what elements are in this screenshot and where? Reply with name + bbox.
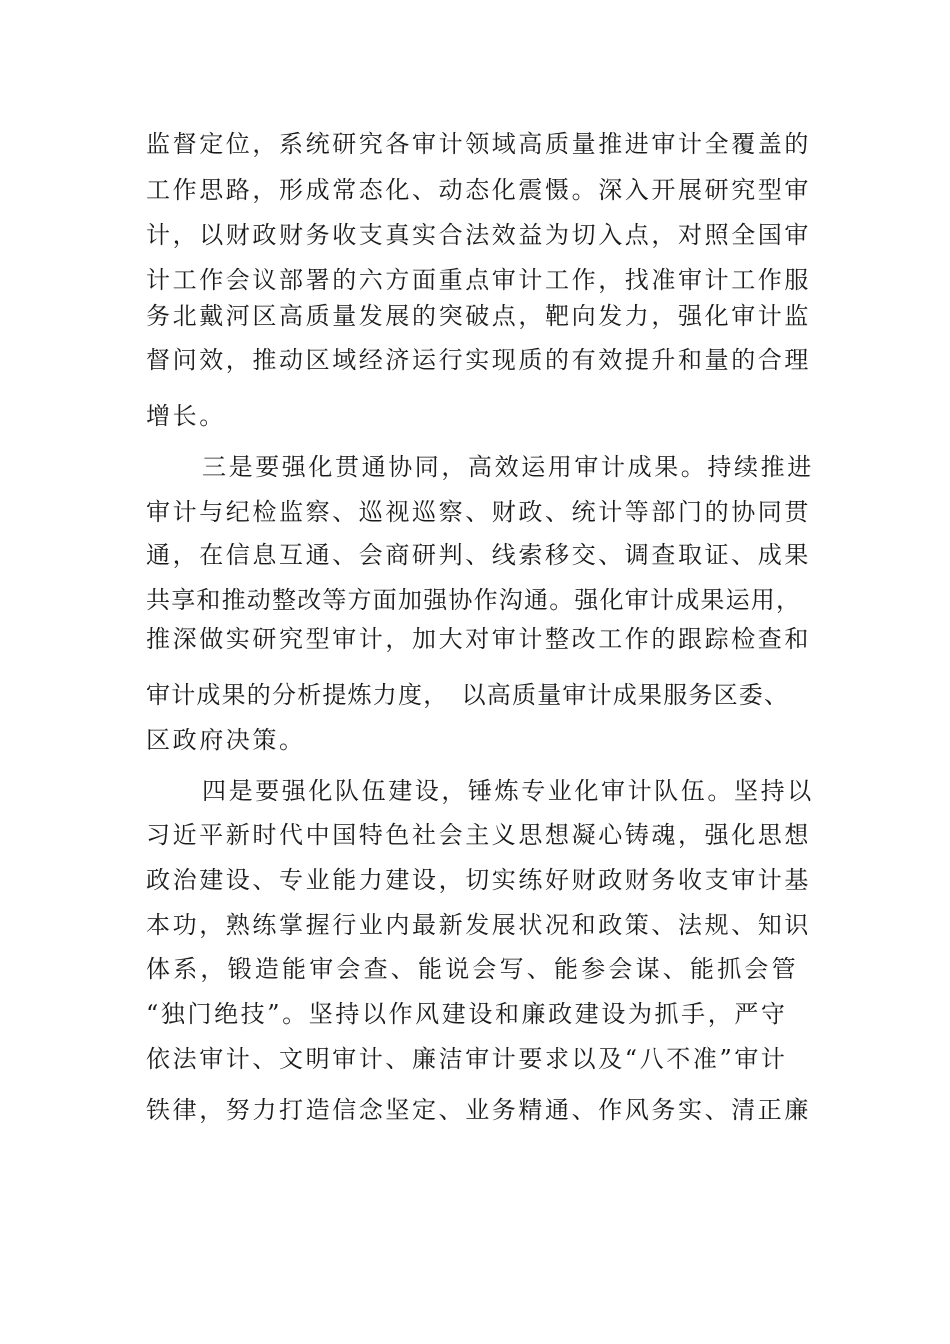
text-line: 推深做实研究型审计，加大对审计整改工作的跟踪检查和: [146, 625, 811, 653]
text-line: 审计与纪检监察、巡视巡察、财政、统计等部门的协同贯: [146, 498, 811, 526]
text-line: 督问效，推动区域经济运行实现质的有效提升和量的合理: [146, 346, 811, 374]
text-line: 共享和推动整改等方面加强协作沟通。强化审计成果运用，: [146, 586, 802, 614]
text-line: 本功，熟练掌握行业内最新发展状况和政策、法规、知识: [146, 911, 811, 939]
text-line: 习近平新时代中国特色社会主义思想凝心铸魂，强化思想: [146, 821, 811, 849]
paragraph-start-line: 三是要强化贯通协同，高效运用审计成果。持续推进: [202, 453, 814, 481]
text-line: 政治建设、专业能力建设，切实练好财政财务收支审计基: [146, 866, 811, 894]
text-line: 审计成果的分析提炼力度， 以高质量审计成果服务区委、: [146, 681, 790, 709]
text-line: 工作思路，形成常态化、动态化震慑。深入开展研究型审: [146, 176, 811, 204]
text-line: 依法审计、文明审计、廉洁审计要求以及“八不准”审计: [146, 1045, 788, 1073]
text-line: “独门绝技”。坚持以作风建设和廉政建设为抓手，严守: [146, 1000, 788, 1028]
text-line: 监督定位，系统研究各审计领域高质量推进审计全覆盖的: [146, 130, 811, 158]
text-line: 体系，锻造能审会查、能说会写、能参会谋、能抓会管: [146, 955, 799, 983]
text-line: 计工作会议部署的六方面重点审计工作，找准审计工作服: [146, 266, 811, 294]
text-line: 通，在信息互通、会商研判、线索移交、调查取证、成果: [146, 541, 811, 569]
paragraph-start-line: 四是要强化队伍建设，锤炼专业化审计队伍。坚持以: [202, 777, 814, 805]
text-line: 务北戴河区高质量发展的突破点，靶向发力，强化审计监: [146, 302, 811, 330]
text-line: 增长。: [146, 402, 226, 430]
text-line: 铁律，努力打造信念坚定、业务精通、作风务实、清正廉: [146, 1096, 811, 1124]
text-line: 区政府决策。: [146, 726, 306, 754]
text-line: 计，以财政财务收支真实合法效益为切入点，对照全国审: [146, 221, 811, 249]
